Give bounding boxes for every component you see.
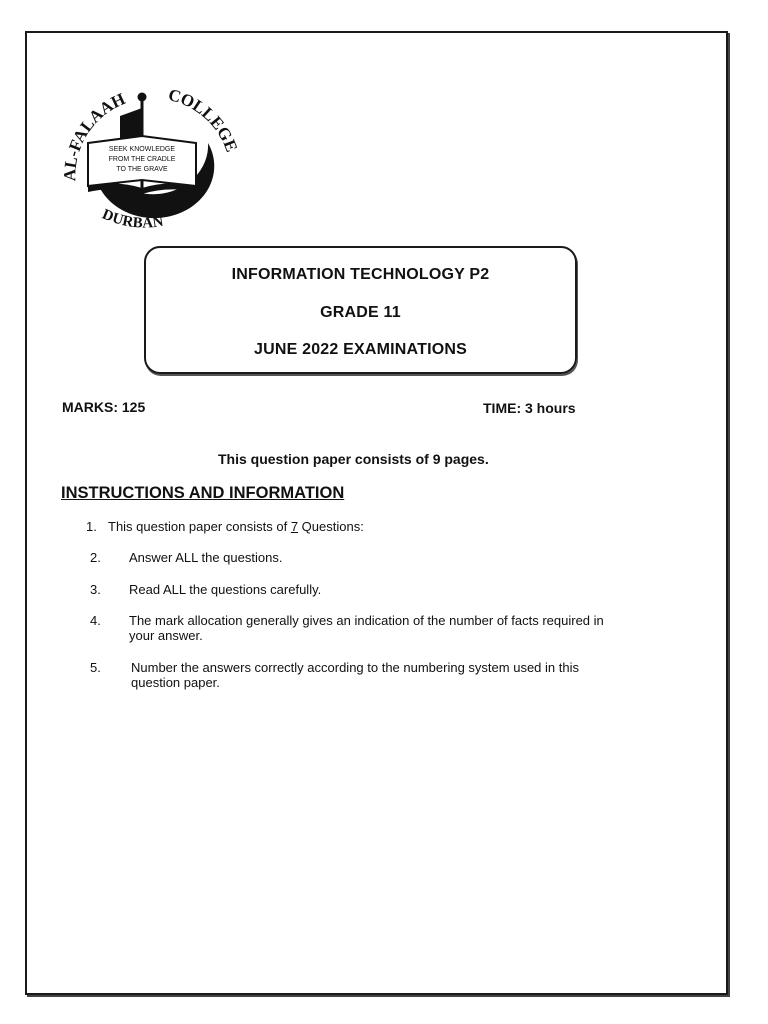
logo-motto-line1: SEEK KNOWLEDGE <box>108 146 176 153</box>
instruction-number: 2. <box>90 550 101 565</box>
logo-city-text: DURBAN <box>99 206 165 232</box>
subject-title: INFORMATION TECHNOLOGY P2 <box>231 266 490 283</box>
instruction-number: 4. <box>90 613 101 628</box>
grade-title: GRADE 11 <box>320 304 401 321</box>
marks-label: MARKS: 125 <box>62 399 146 415</box>
instruction-text: Read ALL the questions carefully. <box>129 582 322 597</box>
instruction-text: This question paper consists of 7 Questions: <box>108 519 364 534</box>
pages-note: This question paper consists of 9 pages. <box>218 451 489 467</box>
time-label: TIME: 3 hours <box>483 400 576 416</box>
college-logo <box>58 88 240 238</box>
instruction-number: 5. <box>90 660 101 675</box>
logo-motto-line3: TO THE GRAVE <box>116 166 168 173</box>
logo-arc-text-right: COLLEGE <box>166 88 240 155</box>
instructions-heading: INSTRUCTIONS AND INFORMATION <box>61 484 345 502</box>
exam-title-box <box>144 246 577 374</box>
logo-motto-line2: FROM THE CRADLE <box>108 156 176 163</box>
instruction-text: The mark allocation generally gives an indication of the number of facts required in your answer. <box>129 613 604 643</box>
instruction-number: 3. <box>90 582 101 597</box>
instruction-text: Answer ALL the questions. <box>129 550 283 565</box>
logo-arc-text: AL-FALAAH <box>60 89 129 182</box>
instruction-text: Number the answers correctly according to the numbering system used in this question paper. <box>131 660 579 690</box>
instruction-number: 1. <box>86 519 97 534</box>
exam-session-title: JUNE 2022 EXAMINATIONS <box>253 341 468 358</box>
college-crest-icon <box>58 88 240 238</box>
